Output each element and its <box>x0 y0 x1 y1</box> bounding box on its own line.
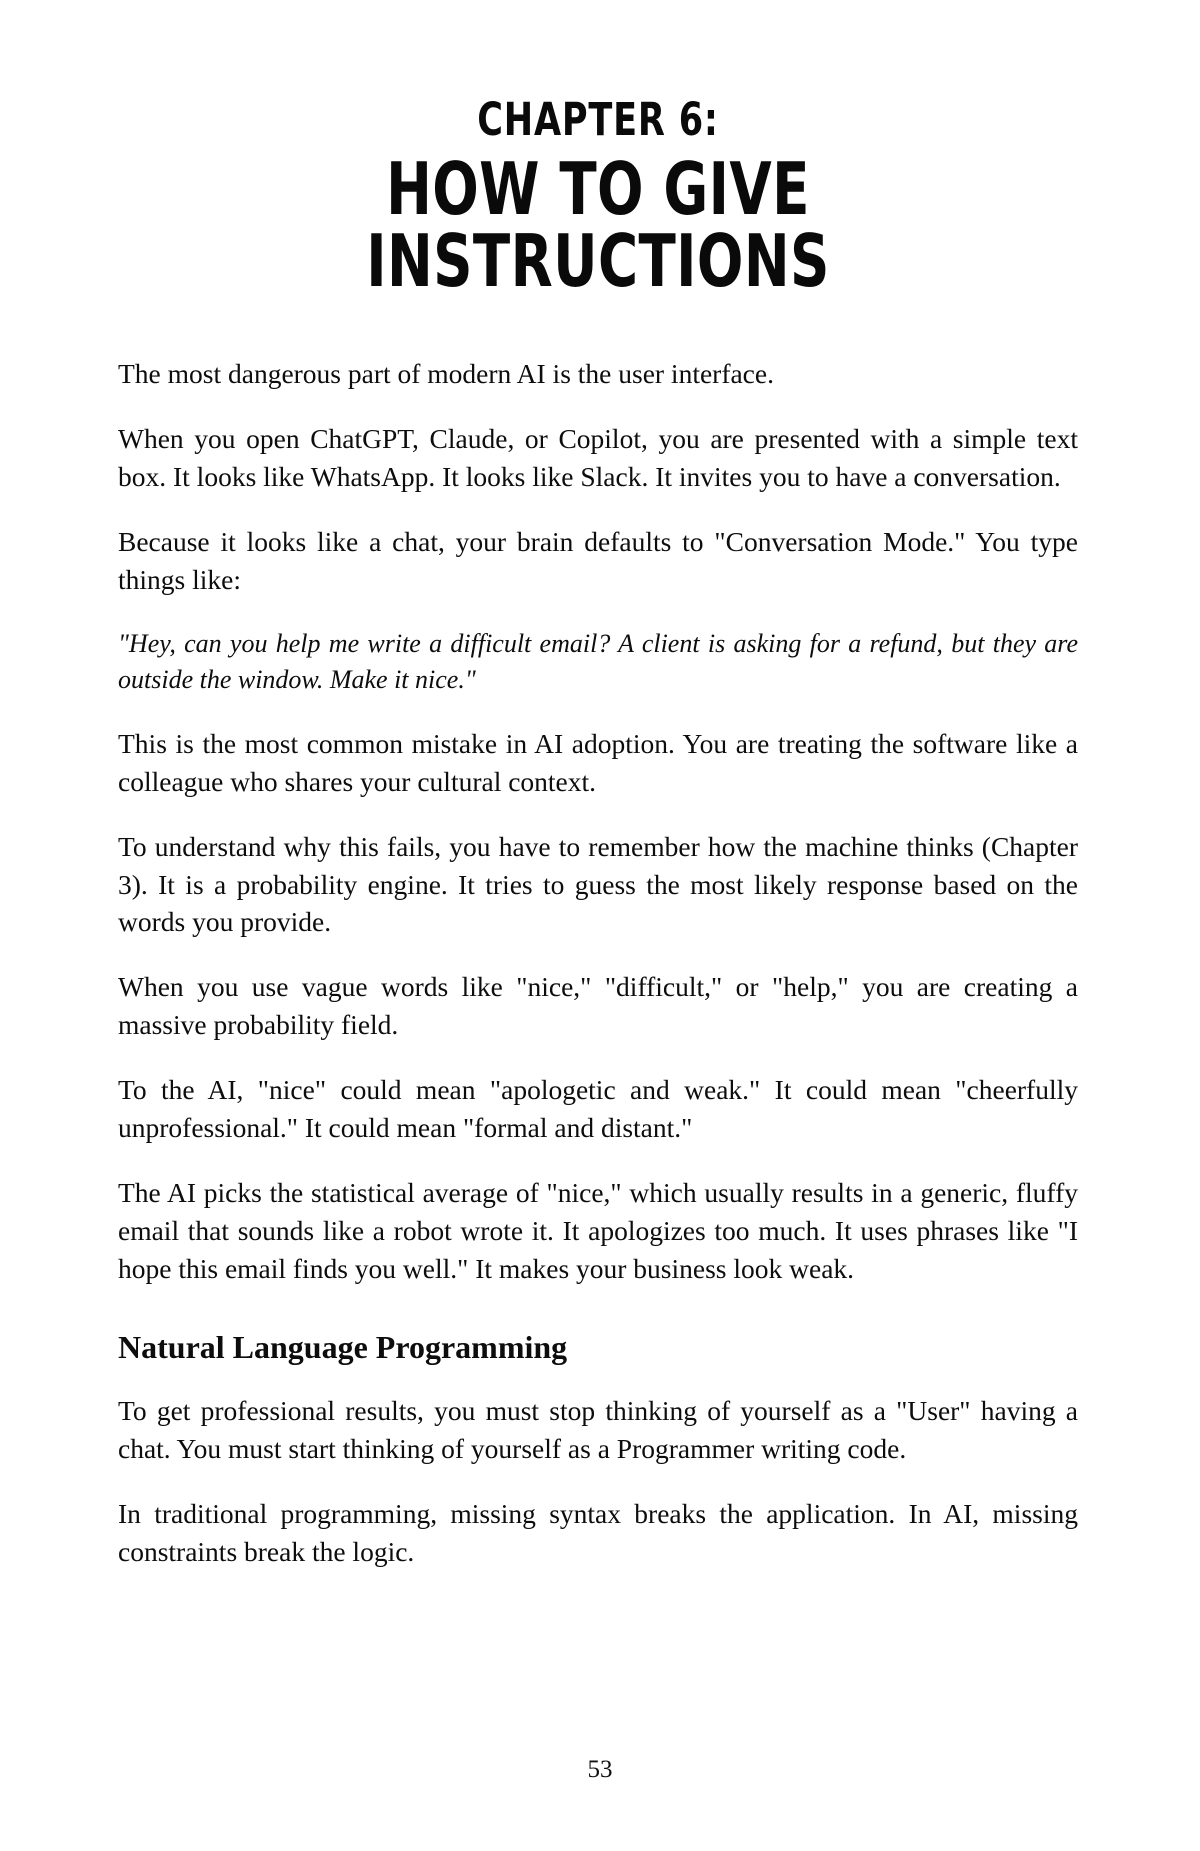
section-heading: Natural Language Programming <box>118 1328 568 1365</box>
paragraph-5: To understand why this fails, you have to remember how the machine thinks (Chapter 3). It is a probability engine. It tries to guess the most likely response based on the words you provide. <box>118 830 1078 938</box>
paragraph-2: When you open ChatGPT, Claude, or Copilot, you are presented with a simple text box. It looks like WhatsApp. It looks like Slack. It invites you to have a conversation. <box>118 423 1078 493</box>
paragraph-10: In traditional programming, missing syntax breaks the application. In AI, missing constraints break the logic. <box>118 1498 1078 1568</box>
example-prompt-quote: "Hey, can you help me write a difficult email? A client is asking for a refund, but they are outside the window. Make it nice." <box>118 628 1078 694</box>
page-content <box>118 93 1078 1598</box>
paragraph-4: This is the most common mistake in AI adoption. You are treating the software like a colleague who shares your cultural context. <box>118 727 1078 797</box>
paragraph-6: When you use vague words like "nice," "difficult," or "help," you are creating a massive probability field. <box>118 971 1078 1041</box>
paragraph-7: To the AI, "nice" could mean "apologetic and weak." It could mean "cheerfully unprofessional." It could mean "formal and distant." <box>118 1074 1078 1144</box>
chapter-eyebrow: CHAPTER 6: <box>477 93 719 146</box>
paragraph-3: Because it looks like a chat, your brain defaults to "Conversation Mode." You type things like: <box>118 526 1078 595</box>
page-number: 53 <box>587 1756 613 1783</box>
chapter-title: HOW TO GIVE INSTRUCTIONS <box>366 147 830 304</box>
paragraph-1: The most dangerous part of modern AI is the user interface. <box>118 358 774 390</box>
paragraph-8: The AI picks the statistical average of "nice," which usually results in a generic, fluffy email that sounds like a robot wrote it. It apologizes too much. It uses phrases like "I hope this email finds you well." It makes your business look weak. <box>118 1177 1078 1284</box>
paragraph-9: To get professional results, you must stop thinking of yourself as a "User" having a chat. You must start thinking of yourself as a Programmer writing code. <box>118 1395 1078 1465</box>
